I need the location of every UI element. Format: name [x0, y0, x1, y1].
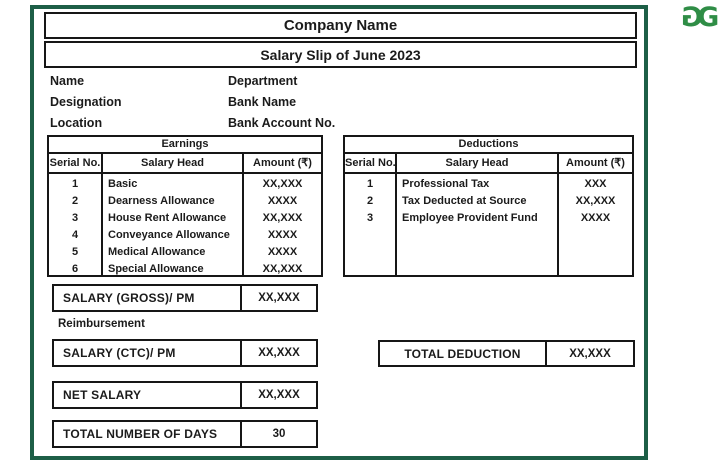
table-cell: Special Allowance [108, 263, 204, 275]
logo-glyph-left: G [681, 2, 704, 33]
earnings-amount-column [244, 154, 321, 275]
table-cell: Professional Tax [402, 178, 490, 190]
table-cell: XX,XXX [262, 178, 303, 190]
table-cell: 6 [71, 263, 79, 275]
deductions-table-grid [345, 154, 632, 275]
deductions-amount-header: Amount (₹) [559, 154, 632, 174]
label-designation: Designation [50, 95, 122, 109]
table-cell: Basic [108, 178, 138, 190]
employee-info-left [50, 71, 122, 134]
deductions-salary-head-header: Salary Head [397, 154, 557, 174]
total-deduction-box [378, 340, 635, 367]
logo-glyph-right: G [697, 2, 720, 33]
table-cell: XXXX [580, 212, 611, 224]
employee-info-right [228, 71, 335, 134]
table-cell: Medical Allowance [108, 246, 206, 258]
label-name: Name [50, 74, 85, 88]
company-name-text: Company Name [283, 17, 398, 34]
table-cell: 3 [366, 212, 374, 224]
total-days-label: TOTAL NUMBER OF DAYS [63, 427, 218, 441]
salary-ctc-label: SALARY (CTC)/ PM [63, 346, 176, 360]
total-deduction-label: TOTAL DEDUCTION [404, 346, 521, 361]
salary-gross-box [52, 284, 318, 312]
table-cell: 3 [71, 212, 79, 224]
table-cell: 2 [366, 195, 374, 207]
table-cell: 2 [71, 195, 79, 207]
table-cell: XXXX [267, 195, 298, 207]
salary-ctc-box [52, 339, 318, 367]
table-cell: XXXX [267, 229, 298, 241]
table-cell: XXX [584, 178, 607, 190]
label-bank-name: Bank Name [228, 95, 297, 109]
slip-title-text: Salary Slip of June 2023 [260, 46, 421, 63]
table-cell: 4 [71, 229, 79, 241]
table-cell: 1 [366, 178, 374, 190]
earnings-serial-column [49, 154, 103, 275]
slip-title-box [44, 41, 637, 68]
earnings-salary-head-header: Salary Head [103, 154, 242, 174]
earnings-amount-header: Amount (₹) [244, 154, 321, 174]
earnings-serial-header: Serial No. [49, 154, 101, 174]
total-days-box [52, 420, 318, 448]
net-salary-label: NET SALARY [63, 388, 142, 402]
table-cell: Conveyance Allowance [108, 229, 230, 241]
label-department: Department [228, 74, 298, 88]
salary-gross-amount: XX,XXX [240, 286, 316, 310]
earnings-table-grid [49, 154, 321, 275]
table-cell: XXXX [267, 246, 298, 258]
table-cell: 5 [71, 246, 79, 258]
label-location: Location [50, 116, 103, 130]
table-cell: XX,XXX [262, 263, 303, 275]
reimbursement-label: Reimbursement [58, 318, 145, 330]
net-salary-box [52, 381, 318, 409]
table-cell: House Rent Allowance [108, 212, 227, 224]
table-cell: Dearness Allowance [108, 195, 215, 207]
geeksforgeeks-logo-icon [681, 3, 719, 33]
table-cell: Tax Deducted at Source [402, 195, 527, 207]
total-deduction-amount: XX,XXX [545, 342, 633, 365]
deductions-table-title: Deductions [345, 137, 632, 154]
table-cell: Employee Provident Fund [402, 212, 538, 224]
deductions-table [343, 135, 634, 277]
salary-gross-label: SALARY (GROSS)/ PM [63, 291, 195, 305]
deductions-salary-head-column [397, 154, 559, 275]
deductions-serial-header: Serial No. [345, 154, 395, 174]
label-bank-account-no: Bank Account No. [228, 116, 336, 130]
deductions-serial-column [345, 154, 397, 275]
table-cell: XX,XXX [262, 212, 303, 224]
net-salary-amount: XX,XXX [240, 383, 316, 407]
earnings-table-title: Earnings [49, 137, 321, 154]
earnings-salary-head-column [103, 154, 244, 275]
salary-ctc-amount: XX,XXX [240, 341, 316, 365]
deductions-amount-column [559, 154, 632, 275]
table-cell: 1 [71, 178, 79, 190]
table-cell: XX,XXX [575, 195, 616, 207]
company-name-box [44, 12, 637, 39]
earnings-table [47, 135, 323, 277]
total-days-amount: 30 [240, 422, 316, 446]
